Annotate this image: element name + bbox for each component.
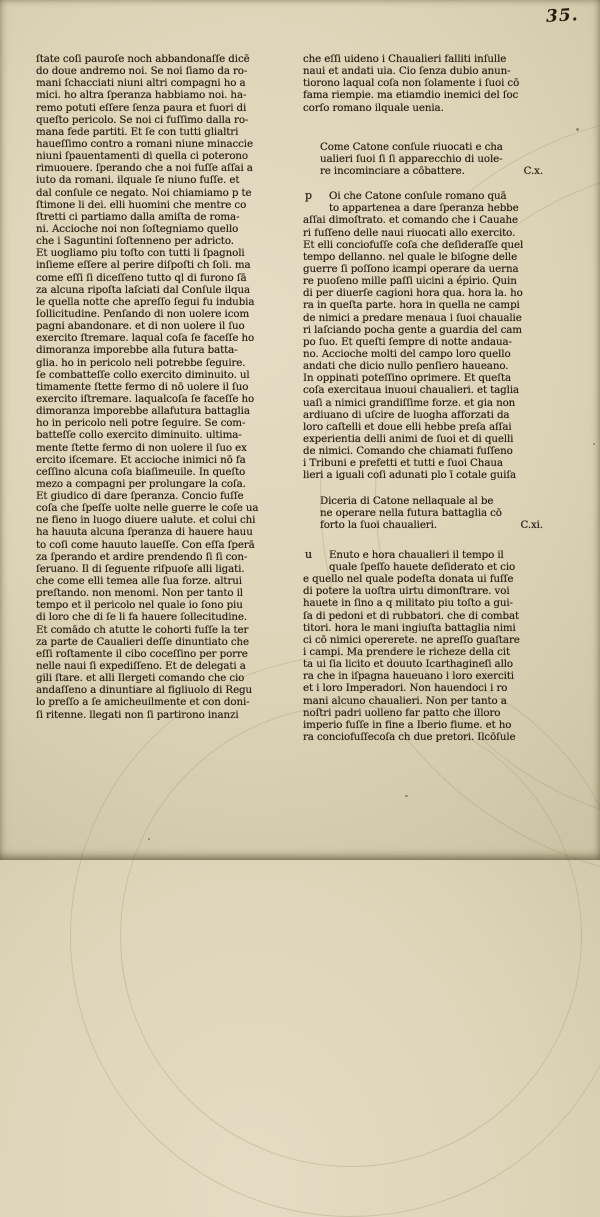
text-line: lieri a iguali coſi adunati plo ī cotale guiſa bbox=[303, 469, 517, 482]
text-line: e quello nel quale podeſta donata ui fuſſe bbox=[303, 573, 514, 586]
text-line: dimoranza imporebbe alla futura batta- bbox=[36, 344, 238, 357]
text-line: ceſſino alcuna coſa biaſimeuile. In queſto bbox=[36, 465, 246, 478]
text-line: guerre ſi poſſono icampi operare da uerna bbox=[303, 262, 519, 275]
text-line: di potere la uoſtra uirtu dimonſtrare. voi bbox=[303, 585, 510, 598]
paragraph bbox=[303, 53, 567, 114]
chapter-heading bbox=[303, 495, 567, 531]
text-line: tempo et il pericolo nel quale io ſono piu bbox=[36, 599, 243, 612]
text-line: de nimici. Comando che chiamati fuſſeno bbox=[303, 445, 513, 458]
text-line: che i Saguntini ſoſtenneno per adricto. bbox=[36, 235, 234, 248]
text-line: rimuouere. ſperando che a noi fuſſe aſſai a bbox=[36, 162, 253, 175]
paragraph bbox=[303, 190, 567, 481]
text-line: ſa di pedoni et di rubbatori. che di combat bbox=[303, 609, 520, 622]
text-line: uaſi a nimici grandiſſime forze. et gia non bbox=[303, 396, 516, 409]
text-line: dimoranza imporebbe allafutura battaglia bbox=[36, 405, 250, 418]
text-line: Come Catone conſule riuocati e cha bbox=[320, 140, 503, 153]
text-line: to appartenea a dare ſperanza hebbe bbox=[329, 202, 519, 215]
text-line: di loro che di ſe li fa hauere ſollecitudine. bbox=[36, 611, 248, 624]
text-line: re puoſeno mille paſſi uicini a épirio. Quin bbox=[303, 275, 517, 288]
text-line: ſtretti ci partiamo dalla amiſta de roma- bbox=[36, 210, 240, 223]
text-line: lo preſſo a ſe amicheuilmente et con doni- bbox=[36, 696, 250, 709]
text-line: exercito iſtremare. laqualcoſa ſe faceſſe ho bbox=[36, 392, 255, 405]
text-line: ercito iſcemare. Et accioche inimici nō fa bbox=[36, 453, 246, 466]
text-line: In oppinati poteſſino oprimere. Et queſta bbox=[303, 372, 512, 385]
text-line: po ſuo. Et queſti ſempre di notte andaua- bbox=[303, 335, 512, 348]
text-line: ra conciofuſſecoſa ch due pretori. Ilcōſule bbox=[303, 731, 516, 744]
text-line: ualieri ſuoi ſi ſi apparecchio di uole- bbox=[320, 152, 503, 165]
text-line: mani ſchacciati niuni altri compagni ho a bbox=[36, 77, 246, 90]
text-line: ta ui ſia licito et douuto Icarthagineſi allo bbox=[303, 658, 514, 671]
text-line: mana fede partiti. Et ſe con tutti glialtri bbox=[36, 125, 239, 138]
text-line: ſi ritenne. llegati non ſi partirono inanzi bbox=[36, 708, 239, 721]
text-line: mezo a compagni per prolungare la coſa. bbox=[36, 477, 246, 490]
paper-speck bbox=[405, 795, 408, 797]
heading-text: forto la ſuoi chaualieri. bbox=[320, 518, 437, 531]
text-line: coſa exercitaua inuoui chaualieri. et taglia bbox=[303, 384, 520, 397]
text-line: inſieme eſſere al perire diſpoſti ch ſoli. ma bbox=[36, 259, 251, 272]
text-line: remo potuti eſſere ſenza paura et fuori di bbox=[36, 101, 247, 114]
text-line: za parte de Caualieri deſſe dinuntiato che bbox=[36, 635, 249, 648]
text-line: hauete in ſino a q militato piu toſto a gui- bbox=[303, 597, 513, 610]
text-line: ſtimone li dei. elli huomini che mentre co bbox=[36, 198, 247, 211]
text-line: ha hauuta alcuna ſperanza di hauere hauu bbox=[36, 526, 253, 539]
text-line: iuto da romani. ilquale ſe niuno fuſſe. et bbox=[36, 174, 240, 187]
text-line: timamente ſtette fermo di nō uolere il ſuo bbox=[36, 380, 249, 393]
chapter-number: C.xi. bbox=[520, 518, 543, 531]
text-line: preſtando. non menomi. Non per tanto il bbox=[36, 587, 243, 600]
text-line: ra che in iſpagna haueuano i loro exerciti bbox=[303, 670, 514, 683]
text-line: tempo dellanno. nel quale le biſogne delle bbox=[303, 250, 518, 263]
right-column bbox=[303, 53, 567, 743]
text-line: de nimici a predare menaua i ſuoi chaualie bbox=[303, 311, 522, 324]
text-line: tiorono laqual coſa non ſolamente i ſuoi cō bbox=[303, 77, 520, 90]
text-line: haueſſimo contro a romani niune minaccie bbox=[36, 137, 253, 150]
text-line: queſto pericolo. Se noi ci fuſſimo dalla ro- bbox=[36, 113, 249, 126]
text-line: Oi che Catone conſule romano quā bbox=[329, 190, 507, 203]
text-line: imperio fuſſe in fine a Iberio fiume. et ho bbox=[303, 718, 512, 731]
text-line: loro caſtelli et doue elli hebbe preſa aſſai bbox=[303, 420, 512, 433]
text-line: andaſſeno a dinuntiare al figliuolo di Regu bbox=[36, 684, 253, 697]
text-line: Diceria di Catone nellaquale al be bbox=[320, 494, 494, 507]
text-line: corſo romano ilquale uenia. bbox=[303, 101, 444, 114]
text-line: ne operare nella futura battaglia cō bbox=[320, 506, 502, 519]
text-line: Et comādo ch atutte le cohorti fuſſe la ter bbox=[36, 623, 249, 636]
heading-text: re incominciare a cōbattere. bbox=[320, 164, 465, 177]
text-line: Et elli conciofuſſe coſa che deſideraſſe quel bbox=[303, 238, 524, 251]
text-line: i Tribuni e prefetti et tutti e ſuoi Chaua bbox=[303, 457, 503, 470]
folio-number: 35. bbox=[545, 5, 580, 27]
text-line: dal conſule ce negato. Noi chiamiamo p te bbox=[36, 186, 252, 199]
left-column bbox=[36, 53, 294, 721]
text-line: glia. ho in pericolo neli potrebbe ſeguire. bbox=[36, 356, 246, 369]
text-line: batteſſe collo exercito diminuito. ultima- bbox=[36, 429, 242, 442]
chapter-number: C.x. bbox=[523, 164, 543, 177]
text-line: noſtri padri uolleno far patto che illoro bbox=[303, 706, 501, 719]
text-line: ri fuſſeno delle naui riuocati allo exercito. bbox=[303, 226, 516, 239]
text-line: pagni abandonare. et di non uolere il ſuo bbox=[36, 320, 245, 333]
text-line: ho in pericolo neli potre ſeguire. Se com- bbox=[36, 417, 246, 430]
text-line: do doue andremo noi. Se noi ſiamo da ro- bbox=[36, 65, 248, 78]
heading-last-line bbox=[320, 165, 567, 177]
text-line: che come elli temea alle ſua forze. altrui bbox=[36, 575, 242, 588]
text-line: ardiuano di uſcire de luogha afforzati da bbox=[303, 408, 510, 421]
text-line: za ſperando et ardire prendendo ſi ſi con- bbox=[36, 550, 248, 563]
text-line: gili ſtare. et alli Ilergeti comando che cio bbox=[36, 672, 245, 685]
chapter-heading bbox=[303, 141, 567, 177]
text-line: experientia delli animi de ſuoi et di quelli bbox=[303, 432, 514, 445]
text-line: ri laſciando pocha gente a guardia del cam bbox=[303, 323, 522, 336]
text-line: no. Accioche molti del campo loro quello bbox=[303, 347, 511, 360]
text-line: mente ſtette fermo di non uolere il ſuo ex bbox=[36, 441, 247, 454]
text-line: ra in queſta parte. hora in quella ne campi bbox=[303, 299, 520, 312]
text-line: fama riempie. ma etiamdio inemici del ſoc bbox=[303, 89, 519, 102]
text-line: Et uogliamo piu toſto con tutti li ſpagnoli bbox=[36, 247, 245, 260]
guide-letter: u bbox=[305, 547, 313, 561]
text-line: Et giudico di dare ſperanza. Concio fuſſe bbox=[36, 490, 244, 503]
text-line: niuni ſpauentamenti di quella ci poterono bbox=[36, 150, 248, 163]
text-line: andati che dicio nullo penſiero haueano. bbox=[303, 360, 509, 373]
text-line: ſeruano. Il di ſeguente riſpuoſe alli ligati. bbox=[36, 562, 245, 575]
text-line: ne fieno in luogo diuere ualute. et colui chi bbox=[36, 514, 256, 527]
heading-last-line bbox=[320, 519, 567, 531]
text-line: et i loro Imperadori. Non hauendoci i ro bbox=[303, 682, 508, 695]
text-line: Enuto e hora chaualieri il tempo il bbox=[329, 548, 504, 561]
paper-speck bbox=[593, 443, 595, 445]
text-line: to coſi come hauuto laueſſe. Con eſſa ſperā bbox=[36, 538, 255, 551]
text-line: exercito ſtremare. laqual coſa ſe faceſſe ho bbox=[36, 332, 255, 345]
text-line: come eſſi ſi diceſſeno tutto ql di furono ſā bbox=[36, 271, 247, 284]
text-line: ſtate coſi pauroſe noch abbandonaſſe dicē bbox=[36, 53, 250, 65]
text-line: eſſi roſtamente il cibo coceſſino per porre bbox=[36, 647, 248, 660]
text-line: ſe combatteſſe collo exercito diminuito. ul bbox=[36, 368, 250, 381]
text-line: quale ſpeſſo hauete deſiderato et cio bbox=[329, 561, 516, 574]
text-line: coſa che ſpeſſe uolte nelle guerre le coſe ua bbox=[36, 502, 259, 515]
text-line: titori. hora le mani ingiuſta battaglia nimi bbox=[303, 621, 516, 634]
text-line: le quella notte che apreſſo ſegui fu indubia bbox=[36, 295, 255, 308]
paragraph bbox=[303, 549, 567, 743]
embossed-stamp-ring bbox=[120, 705, 582, 1167]
text-line: che eſſi uideno i Chaualieri falliti inſulle bbox=[303, 53, 507, 65]
text-line: ſollicitudine. Penſando di non uolere icom bbox=[36, 307, 250, 320]
text-line: nelle naui ſi expediſſeno. Et de delegati a bbox=[36, 660, 246, 673]
text-line: za alcuna ripoſta laſciati dal Conſule ilqua bbox=[36, 283, 251, 296]
text-line: di per diuerſe cagioni hora qua. hora la. ho bbox=[303, 287, 523, 300]
text-line: i campi. Ma prendere le richeze della cit bbox=[303, 646, 510, 659]
text-line: ni. Accioche noi non ſoſtegniamo quello bbox=[36, 222, 239, 235]
text-line: mani alcuno chaualieri. Non per tanto a bbox=[303, 694, 507, 707]
text-line: naui et andati uia. Cio ſenza dubio anun- bbox=[303, 65, 511, 78]
text-line: aſſai dimoſtrato. et comando che i Cauahe bbox=[303, 214, 519, 227]
paper-speck bbox=[148, 838, 150, 840]
text-line: ci cō nimici opererete. ne apreſſo guaſtare bbox=[303, 633, 520, 646]
text-line: mici. ho altra ſperanza habbiamo noi. ha- bbox=[36, 89, 247, 102]
paper-speck bbox=[576, 128, 579, 131]
guide-letter: p bbox=[305, 189, 313, 203]
